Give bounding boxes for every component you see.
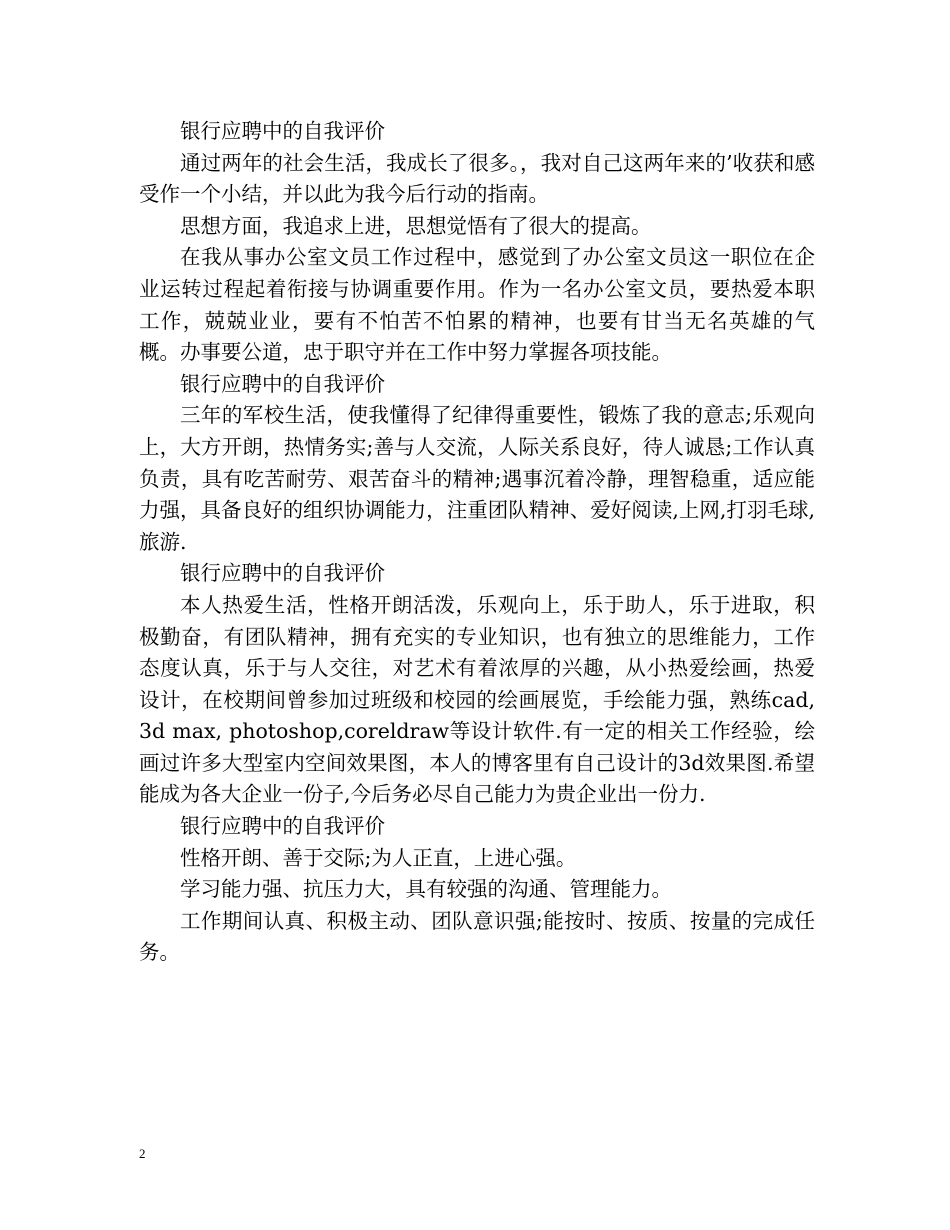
body-paragraph: 通过两年的社会生活，我成长了很多。，我对自己这两年来的’收获和感受作一个小结，并以此为我今后行动的指南。 <box>139 150 815 207</box>
section-heading: 银行应聘中的自我评价 <box>180 814 385 839</box>
body-paragraph: 性格开朗、善于交际;为人正直，上进心强。 <box>180 845 577 870</box>
section-heading: 银行应聘中的自我评价 <box>180 371 385 396</box>
body-paragraph: 在我从事办公室文员工作过程中，感觉到了办公室文员这一职位在企业运转过程起着衔接与协调重要作用。作为一名办公室文员，要热爱本职工作，兢兢业业，要有不怕苦不怕累的精神，也要有甘当无名英雄的气概。办事要公道，忠于职守并在工作中努力掌握各项技能。 <box>139 245 815 365</box>
body-paragraph: 本人热爱生活，性格开朗活泼，乐观向上，乐于助人，乐于进取，积极勤奋，有团队精神，拥有充实的专业知识，也有独立的思维能力，工作态度认真，乐于与人交往，对艺术有着浓厚的兴趣，从小热爱绘画，热爱设计，在校期间曾参加过班级和校园的绘画展览，手绘能力强，熟练cad, 3d max, photoshop,coreldraw等设计软件.有一定的相关工作经验，绘画过许多大型室内空间效果图，本人的博客里有自己设计的3d效果图.希望能成为各大企业一份子,今后务必尽自己能力为贵企业出一份力. <box>139 592 815 807</box>
body-paragraph: 思想方面，我追求上进，思想觉悟有了很大的提高。 <box>180 213 652 238</box>
document-body <box>139 116 815 969</box>
section-heading: 银行应聘中的自我评价 <box>180 561 385 586</box>
page-number: 2 <box>139 1146 146 1161</box>
body-paragraph: 三年的军校生活，使我懂得了纪律得重要性，锻炼了我的意志;乐观向上，大方开朗，热情务实;善与人交流，人际关系良好，待人诚恳;工作认真负责，具有吃苦耐劳、艰苦奋斗的精神;遇事沉着冷静，理智稳重，适应能力强，具备良好的组织协调能力，注重团队精神、爱好阅读,上网,打羽毛球,旅游. <box>139 403 815 554</box>
body-paragraph: 学习能力强、抗压力大，具有较强的沟通、管理能力。 <box>180 877 672 902</box>
section-heading: 银行应聘中的自我评价 <box>180 119 385 143</box>
body-paragraph: 工作期间认真、积极主动、团队意识强;能按时、按质、按量的完成任务。 <box>139 908 815 965</box>
